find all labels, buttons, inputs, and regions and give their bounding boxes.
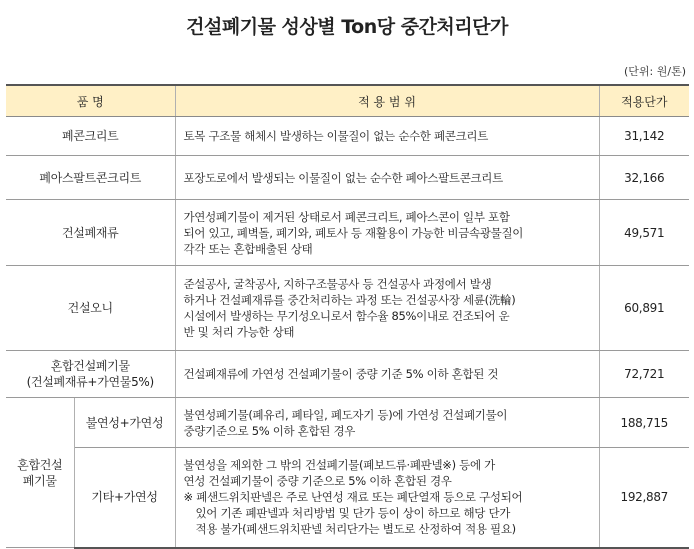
- item-price: 31,142: [599, 117, 689, 156]
- item-name: 폐콘크리트: [6, 117, 175, 156]
- table-row: [6, 398, 689, 448]
- item-scope: [175, 117, 599, 156]
- scope-line: ※ 폐샌드위치판넬은 주로 난연성 재료 또는 폐단열재 등으로 구성되어: [183, 490, 523, 505]
- item-name: 폐아스팔트콘크리트: [6, 156, 175, 200]
- scope-line: 준설공사, 굴착공사, 지하구조물공사 등 건설공사 과정에서 발생: [183, 277, 492, 291]
- scope-line: 있어 기존 폐판넬과 처리방법 및 단가 등이 상이 하므로 해당 단가: [195, 506, 511, 521]
- mixed-subtype: 불연성+가연성: [74, 398, 175, 448]
- header-item: 품 명: [6, 85, 175, 117]
- item-scope: [175, 448, 599, 548]
- table-row: [6, 156, 689, 200]
- item-price: 32,166: [599, 156, 689, 200]
- item-price: 60,891: [599, 266, 689, 351]
- header-price: 적용단가: [599, 85, 689, 117]
- item-price: 72,721: [599, 351, 689, 398]
- scope-line: 가연성폐기물이 제거된 상태로서 폐콘크리트, 폐아스콘이 일부 포함: [183, 209, 510, 224]
- item-name: 건설폐재류: [6, 200, 175, 266]
- item-price: 49,571: [599, 200, 689, 266]
- mixed-group-name-line: 폐기물: [22, 473, 57, 488]
- page-title: 건설폐기물 성상별 Ton당 중간처리단가: [186, 16, 508, 38]
- mixed-subtype: 기타+가연성: [74, 448, 175, 548]
- scope-line: 불연성을 제외한 그 밖의 건설폐기물(폐보드류·폐판넬※) 등에 가: [183, 458, 495, 473]
- item-scope: [175, 156, 599, 200]
- table-row: [6, 200, 689, 266]
- scope-line: 불연성폐기물(폐유리, 폐타일, 폐도자기 등)에 가연성 건설폐기물이: [183, 407, 508, 422]
- table-header-row: [6, 85, 689, 117]
- item-name-line: 혼합건설폐기물: [50, 359, 130, 373]
- item-name-line: (건설폐재류+가연물5%): [26, 375, 154, 389]
- scope-line: 각각 또는 혼합배출된 상태: [183, 241, 313, 256]
- item-name: 건설오니: [6, 266, 175, 351]
- scope-line: 되어 있고, 폐벽돌, 폐기와, 폐토사 등 재활용이 가능한 비금속광물질이: [183, 225, 524, 240]
- item-scope: [175, 398, 599, 448]
- scope-line: 중량기준으로 5% 이하 혼합된 경우: [183, 423, 356, 438]
- scope-line: 포장도로에서 발생되는 이물질이 없는 순수한 폐아스팔트콘크리트: [183, 170, 503, 185]
- scope-line: 연성 건설폐기물이 중량 기준으로 5% 이하 혼합된 경우: [183, 474, 452, 489]
- scope-line: 적용 불가(폐샌드위치판넬 처리단가는 별도로 산정하여 적용 필요): [195, 522, 516, 537]
- item-name: [6, 351, 175, 398]
- item-scope: [175, 266, 599, 351]
- table-row: [6, 117, 689, 156]
- scope-line: 건설폐재류에 가연성 건설폐기물이 중량 기준 5% 이하 혼합된 것: [183, 367, 499, 381]
- price-table: [6, 84, 689, 549]
- scope-line: 하거나 건설폐재류를 중간처리하는 과정 또는 건설공사장 세륜(洗輪): [183, 293, 516, 307]
- scope-line: 반 및 처리 가능한 상태: [183, 325, 295, 339]
- item-price: 188,715: [599, 398, 689, 448]
- table-row: [6, 448, 689, 548]
- scope-line: 시설에서 발생하는 무기성오니로서 함수율 85%이내로 건조되어 운: [183, 309, 510, 323]
- item-scope: [175, 200, 599, 266]
- unit-note: (단위: 원/톤): [624, 65, 686, 78]
- item-scope: [175, 351, 599, 398]
- scope-line: 토목 구조물 해체시 발생하는 이물질이 없는 순수한 폐콘크리트: [183, 129, 489, 143]
- mixed-group-name: [6, 398, 74, 548]
- item-price: 192,887: [599, 448, 689, 548]
- table-row: [6, 351, 689, 398]
- header-scope: 적 용 범 위: [175, 85, 599, 117]
- mixed-group-name-line: 혼합건설: [17, 457, 63, 472]
- table-row: [6, 266, 689, 351]
